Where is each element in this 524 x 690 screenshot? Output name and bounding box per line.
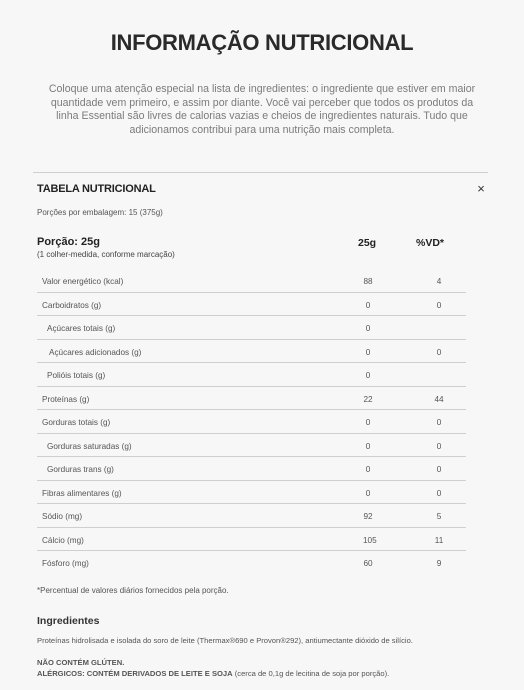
nutrient-daily-value: 0 [436,465,442,474]
servings-per-package: Porções por embalagem: 15 (375g) [37,208,163,217]
nutrient-label: Valor energético (kcal) [42,277,124,286]
table-row [37,551,466,575]
intro-line: adicionamos contribui para uma nutrição mais completa. [129,123,395,136]
nutrient-quantity: 0 [365,324,371,333]
nutrient-label: Sódio (mg) [42,512,83,521]
nutrient-label: Fibras alimentares (g) [42,488,122,498]
table-row [37,293,466,317]
close-icon[interactable]: × [477,181,485,196]
nutrient-quantity: 0 [365,371,371,380]
ingredients-text: Proteínas hidrolisada e isolada do soro de leite (Thermax®690 e Provon®292), antiumectante dióxido de silício. [37,636,413,645]
nutrient-quantity: 0 [365,488,371,498]
table-row [37,363,466,387]
nutrient-label: Açúcares totais (g) [47,324,116,333]
quantity-column-header: 25g [358,237,377,249]
nutrient-quantity: 0 [365,300,371,310]
nutrient-label: Gorduras saturadas (g) [47,441,132,451]
table-row [37,340,466,364]
ingredients-title: Ingredientes [37,615,100,627]
nutrient-label: Polióis totais (g) [47,371,106,380]
intro-line: Coloque uma atenção especial na lista de ingredientes: o ingrediente que estiver em maior [48,83,476,95]
nutrient-quantity: 0 [365,418,371,427]
table-row [37,504,466,528]
nutrient-daily-value: 11 [434,535,444,545]
intro-line: quantidade vem primeiro, e assim por diante. Você vai perceber que todos os produtos da [50,96,474,109]
nutrient-label: Proteínas (g) [42,394,90,404]
portion-note: (1 colher-medida, conforme marcação) [37,250,175,259]
nutrient-label: Fósforo (mg) [42,559,89,568]
nutrient-label: Cálcio (mg) [42,535,84,545]
nutrient-daily-value: 0 [436,441,442,451]
nutrient-daily-value: 4 [436,277,442,286]
allergens-detail: (cerca de 0,1g de lecitina de soja por porção). [232,669,390,678]
table-row [37,387,466,411]
table-row [37,410,466,434]
nutrient-quantity: 92 [363,512,373,521]
nutrition-rows [37,269,466,575]
nutrient-quantity: 0 [365,441,371,451]
daily-value-column-header: %VD* [416,237,445,249]
nutrient-quantity: 60 [363,559,373,568]
nutrient-label: Açúcares adicionados (g) [49,347,142,357]
nutrient-daily-value: 5 [436,512,442,521]
page-title: INFORMAÇÃO NUTRICIONAL [110,30,414,55]
section-divider [33,172,488,173]
daily-value-footnote: *Percentual de valores diários fornecidos pela porção. [37,586,229,595]
allergens-bold: ALÉRGICOS: CONTÉM DERIVADOS DE LEITE E SOJA [37,669,233,678]
gluten-notice: NÃO CONTÉM GLÚTEN. [37,658,125,667]
table-row [37,434,466,458]
nutrient-quantity: 105 [363,535,377,545]
nutrient-daily-value: 0 [436,347,442,357]
intro-text [44,83,480,137]
table-row [37,457,466,481]
table-row [37,528,466,552]
nutrient-daily-value: 0 [436,488,442,498]
table-row [37,481,466,505]
nutrient-label: Gorduras trans (g) [47,465,114,474]
table-row [37,316,466,340]
nutrient-quantity: 0 [365,465,371,474]
nutrient-daily-value: 0 [436,418,442,427]
nutrient-label: Carboidratos (g) [42,300,102,310]
portion-size: Porção: 25g [37,236,100,248]
nutrient-daily-value: 9 [436,559,442,568]
nutrient-quantity: 22 [363,394,373,404]
intro-line: linha Essential são livres de calorias vazias e cheios de ingredientes naturais. Tudo que [56,110,468,123]
nutrient-daily-value: 44 [434,394,444,404]
nutrient-quantity: 88 [363,277,373,286]
nutrient-quantity: 0 [365,347,371,357]
allergens-notice [37,669,507,678]
nutrient-daily-value: 0 [436,300,442,310]
table-row [37,269,466,293]
nutrition-table-title: TABELA NUTRICIONAL [37,183,156,195]
nutrient-label: Gorduras totais (g) [42,418,111,427]
